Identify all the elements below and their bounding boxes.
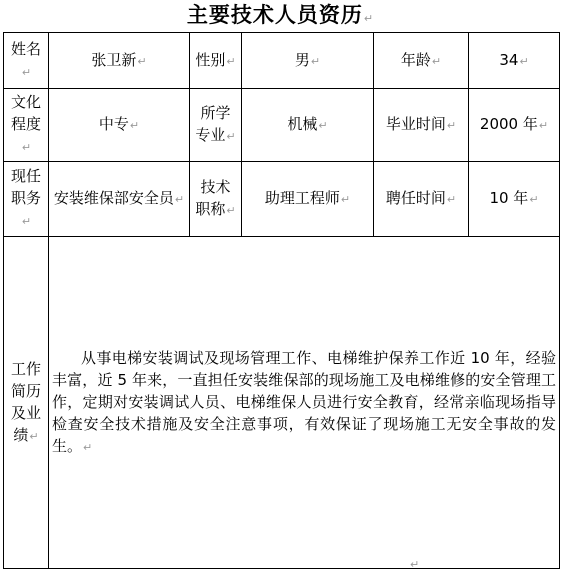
major-label-cell — [190, 89, 242, 162]
paragraph-mark-icon: ↵ — [226, 204, 236, 217]
major-label-line2: 专业 — [195, 126, 226, 144]
work-history-label-cell — [4, 237, 49, 569]
graduation-value-cell — [469, 89, 560, 162]
paragraph-mark-icon: ↵ — [340, 193, 351, 206]
position-label-line1: 现任 — [10, 167, 41, 185]
paragraph-mark-icon: ↵ — [83, 440, 93, 454]
paragraph-mark-icon: ↵ — [129, 119, 140, 132]
paragraph-mark-icon: ↵ — [529, 193, 539, 206]
table-row-education — [4, 89, 560, 162]
paragraph-mark-icon: ↵ — [137, 54, 147, 68]
hire-label: 聘任时间 — [385, 189, 446, 207]
age-value: 34 — [499, 50, 519, 69]
paragraph-mark-icon: ↵ — [538, 119, 549, 132]
tech-title-value: 助理工程师 — [264, 189, 340, 207]
paragraph-mark-icon: ↵ — [29, 429, 39, 443]
hire-value-cell — [469, 162, 560, 237]
paragraph-mark-icon: ↵ — [519, 54, 529, 68]
work-history-label-line4: 绩 — [13, 425, 29, 444]
paragraph-mark-icon: ↵ — [310, 54, 321, 68]
document-title — [0, 2, 561, 32]
education-value: 中专 — [98, 115, 129, 133]
work-history-text: 从事电梯安装调试及现场管理工作、电梯维护保养工作近 10 年，经验丰富，近 5 年来，一直担任安装维保部的现场施工及电梯维修的安全管理工作，定期对安装调试人员、电梯维保人员进行安全教育，经常亲临现场指导检查安全技术措施及安全注意事项，有效保证了现场施工无安全事故的发生。 — [52, 348, 556, 455]
paragraph-mark-icon: ↵ — [226, 130, 236, 143]
name-label: 姓名 — [10, 39, 41, 58]
tech-title-label-line1: 技术 — [200, 178, 231, 196]
work-history-content-cell — [49, 237, 560, 569]
paragraph-mark-icon: ↵ — [21, 65, 32, 79]
table-row-position — [4, 162, 560, 237]
graduation-value: 2000 年 — [479, 115, 538, 133]
paragraph-mark-icon: ↵ — [363, 12, 375, 25]
paragraph-mark-icon: ↵ — [21, 141, 32, 154]
paragraph-mark-icon: ↵ — [174, 193, 185, 206]
paragraph-mark-icon: ↵ — [431, 54, 442, 68]
position-value-cell — [49, 162, 190, 237]
work-history-paragraph — [52, 347, 556, 459]
gender-value-cell — [242, 33, 374, 89]
gender-label: 性别 — [195, 50, 226, 69]
name-value: 张卫新 — [91, 50, 137, 69]
position-label-line2: 职务 — [10, 189, 41, 207]
paragraph-mark-icon: ↵ — [410, 558, 420, 571]
work-history-label-line1: 工作 — [10, 359, 41, 378]
major-label-line1: 所学 — [200, 104, 231, 122]
paragraph-mark-icon: ↵ — [446, 119, 457, 132]
paragraph-mark-icon: ↵ — [318, 119, 328, 132]
age-label: 年龄 — [400, 50, 431, 69]
work-history-label-line3: 及业 — [10, 403, 41, 422]
document-title-text: 主要技术人员资历 — [186, 2, 363, 27]
gender-value: 男 — [294, 50, 310, 69]
paragraph-mark-icon: ↵ — [446, 193, 457, 206]
hire-label-cell — [374, 162, 469, 237]
name-label-cell — [4, 33, 49, 89]
work-history-label-line2: 简历 — [10, 381, 41, 400]
tech-title-label-cell — [190, 162, 242, 237]
table-row-basic — [4, 33, 560, 89]
hire-value: 10 年 — [489, 189, 529, 207]
position-label-cell — [4, 162, 49, 237]
name-value-cell — [49, 33, 190, 89]
paragraph-mark-icon: ↵ — [226, 54, 236, 68]
education-label-cell — [4, 89, 49, 162]
table-row-work-history — [4, 237, 560, 569]
graduation-label-cell — [374, 89, 469, 162]
resume-table — [3, 32, 560, 569]
gender-label-cell — [190, 33, 242, 89]
position-value: 安装维保部安全员 — [53, 189, 174, 207]
graduation-label: 毕业时间 — [385, 115, 446, 133]
age-label-cell — [374, 33, 469, 89]
education-label-line1: 文化 — [10, 93, 41, 111]
paragraph-mark-icon: ↵ — [21, 215, 32, 228]
tech-title-value-cell — [242, 162, 374, 237]
education-label-line2: 程度 — [10, 115, 41, 133]
major-value-cell — [242, 89, 374, 162]
tech-title-label-line2: 职称 — [195, 200, 226, 218]
major-value: 机械 — [287, 115, 318, 133]
age-value-cell — [469, 33, 560, 89]
education-value-cell — [49, 89, 190, 162]
